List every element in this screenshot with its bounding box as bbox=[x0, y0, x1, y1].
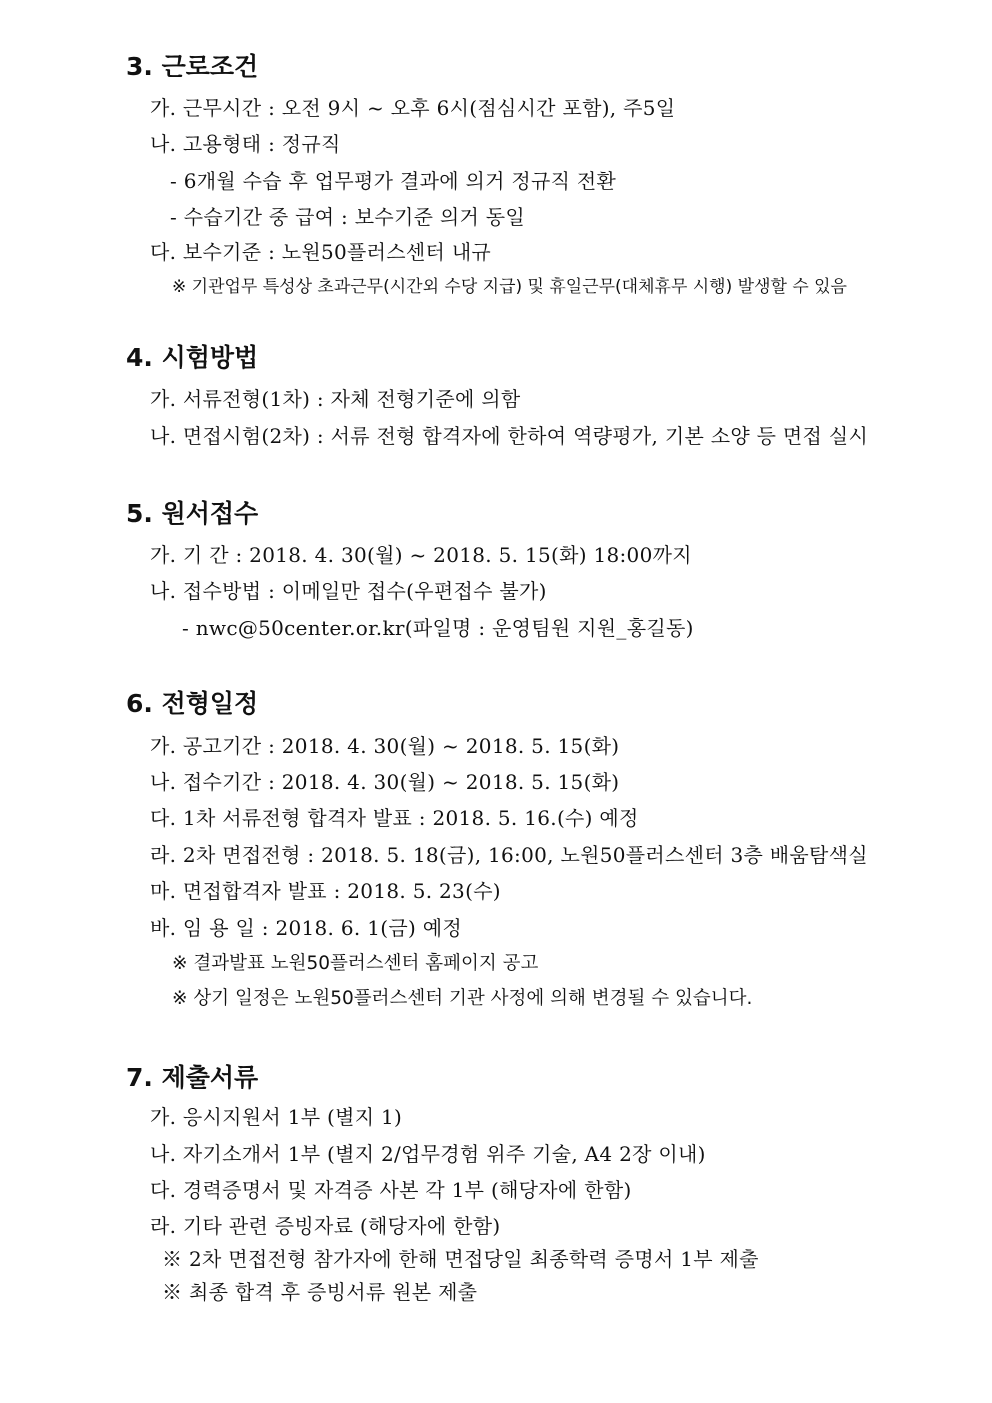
s7-career-certificate: 다. 경력증명서 및 자격증 사본 각 1부 (해당자에 한함) bbox=[150, 1178, 632, 1202]
section-5-heading: 5. 원서접수 bbox=[126, 499, 259, 528]
s7-note-original-documents: ※ 최종 합격 후 증빙서류 원본 제출 bbox=[162, 1280, 478, 1304]
s7-self-introduction: 나. 자기소개서 1부 (별지 2/업무경험 위주 기술, A4 2장 이내) bbox=[150, 1142, 706, 1166]
s7-other-documents: 라. 기타 관련 증빙자료 (해당자에 한함) bbox=[150, 1214, 501, 1238]
s5-period: 가. 기 간 : 2018. 4. 30(월) ~ 2018. 5. 15(화) 18:00까지 bbox=[150, 543, 692, 567]
s3-work-hours: 가. 근무시간 : 오전 9시 ~ 오후 6시(점심시간 포함), 주5일 bbox=[150, 96, 676, 120]
s6-notice-period: 가. 공고기간 : 2018. 4. 30(월) ~ 2018. 5. 15(화) bbox=[150, 734, 620, 758]
s6-interview-schedule: 라. 2차 면접전형 : 2018. 5. 18(금), 16:00, 노원50플러스센터 3층 배움탐색실 bbox=[150, 843, 868, 867]
s7-application-form: 가. 응시지원서 1부 (별지 1) bbox=[150, 1105, 403, 1129]
s6-final-result: 마. 면접합격자 발표 : 2018. 5. 23(수) bbox=[150, 879, 501, 903]
s4-interview: 나. 면접시험(2차) : 서류 전형 합격자에 한하여 역량평가, 기본 소양 등 면접 실시 bbox=[150, 424, 869, 448]
s3-pay-standard: 다. 보수기준 : 노원50플러스센터 내규 bbox=[150, 240, 492, 264]
s6-application-period: 나. 접수기간 : 2018. 4. 30(월) ~ 2018. 5. 15(화) bbox=[150, 770, 620, 794]
s3-probation-conversion: - 6개월 수습 후 업무평가 결과에 의거 정규직 전환 bbox=[170, 169, 617, 193]
s5-method: 나. 접수방법 : 이메일만 접수(우편접수 불가) bbox=[150, 579, 547, 603]
s5-email: - nwc@50center.or.kr(파일명 : 운영팀원 지원_홍길동) bbox=[182, 616, 694, 640]
s6-note-schedule-change: ※ 상기 일정은 노원50플러스센터 기관 사정에 의해 변경될 수 있습니다. bbox=[172, 988, 753, 1009]
s3-overtime-note: ※ 기관업무 특성상 초과근무(시간외 수당 지급) 및 휴일근무(대체휴무 시행) 발생할 수 있음 bbox=[172, 277, 847, 297]
s6-note-result-announcement: ※ 결과발표 노원50플러스센터 홈페이지 공고 bbox=[172, 953, 539, 974]
s6-first-result: 다. 1차 서류전형 합격자 발표 : 2018. 5. 16.(수) 예정 bbox=[150, 806, 639, 830]
s4-document-screening: 가. 서류전형(1차) : 자체 전형기준에 의함 bbox=[150, 387, 521, 411]
s3-probation-pay: - 수습기간 중 급여 : 보수기준 의거 동일 bbox=[170, 205, 525, 229]
s3-employment-type: 나. 고용형태 : 정규직 bbox=[150, 132, 341, 156]
section-7-heading: 7. 제출서류 bbox=[126, 1063, 259, 1092]
section-6-heading: 6. 전형일정 bbox=[126, 689, 259, 718]
s6-appointment-date: 바. 임 용 일 : 2018. 6. 1(금) 예정 bbox=[150, 916, 462, 940]
section-4-heading: 4. 시험방법 bbox=[126, 343, 259, 372]
section-3-heading: 3. 근로조건 bbox=[126, 52, 259, 81]
s7-note-education-certificate: ※ 2차 면접전형 참가자에 한해 면접당일 최종학력 증명서 1부 제출 bbox=[162, 1247, 759, 1271]
